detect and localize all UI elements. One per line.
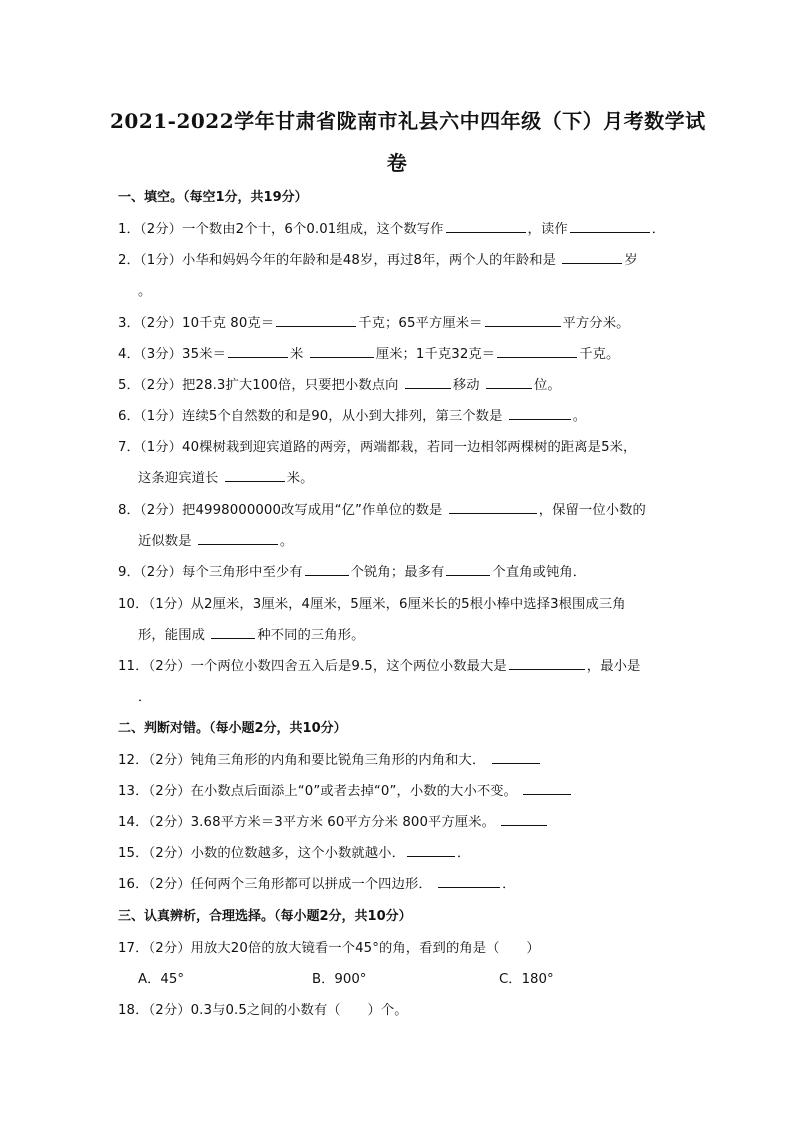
question-1: 1．（2分）一个数由2个十，6个0.01组成，这个数写作 ，读作 ． bbox=[118, 222, 666, 237]
question-4: 4．（3分）35米＝ 米 厘米；1千克32克＝ 千克。 bbox=[118, 347, 620, 362]
option-b[interactable]: B．900° bbox=[312, 972, 367, 987]
question-11: 11．（2分）一个两位小数四舍五入后是9.5，这个两位小数最大是 ，最小是 bbox=[118, 659, 641, 674]
question-2: 2．（1分）小华和妈妈今年的年龄和是48岁，再过8年，两个人的年龄和是 岁 bbox=[118, 253, 638, 268]
answer-blank[interactable] bbox=[497, 345, 577, 358]
question-17: 17．（2分）用放大20倍的放大镜看一个45°的角，看到的角是（ ） bbox=[118, 941, 540, 956]
answer-blank[interactable] bbox=[405, 376, 451, 389]
question-15: 15．（2分）小数的位数越多，这个小数就越小． ． bbox=[118, 846, 471, 861]
question-3: 3．（2分）10千克 80克＝ 千克；65平方厘米＝ 平方分米。 bbox=[118, 316, 630, 331]
answer-blank[interactable] bbox=[407, 844, 455, 857]
answer-blank[interactable] bbox=[486, 376, 532, 389]
answer-blank[interactable] bbox=[310, 345, 374, 358]
answer-blank[interactable] bbox=[225, 469, 285, 482]
question-6: 6．（1分）连续5个自然数的和是90，从小到大排列，第三个数是 。 bbox=[118, 409, 587, 424]
answer-blank[interactable] bbox=[509, 407, 571, 420]
answer-blank[interactable] bbox=[492, 751, 540, 764]
answer-blank[interactable] bbox=[523, 782, 571, 795]
option-a[interactable]: A．45° bbox=[138, 972, 184, 987]
section-multiple-choice-heading: 三、认真辨析，合理选择。（每小题2分，共10分） bbox=[118, 909, 412, 924]
question-10-continued: 形，能围成 种不同的三角形。 bbox=[138, 628, 365, 643]
question-2-continued: 。 bbox=[138, 284, 152, 299]
question-11-continued: ． bbox=[138, 690, 152, 705]
question-12: 12．（2分）钝角三角形的内角和要比锐角三角形的内角和大． bbox=[118, 749, 542, 768]
question-16: 16．（2分）任何两个三角形都可以拼成一个四边形． ． bbox=[118, 877, 516, 892]
section-fill-blank-heading: 一、填空。（每空1分，共19分） bbox=[118, 190, 308, 205]
answer-blank[interactable] bbox=[198, 532, 278, 545]
question-14: 14．（2分）3.68平方米＝3平方米 60平方分米 800平方厘米。 bbox=[118, 811, 549, 830]
answer-blank[interactable] bbox=[446, 563, 490, 576]
answer-blank[interactable] bbox=[228, 345, 288, 358]
answer-blank[interactable] bbox=[485, 314, 561, 327]
question-18: 18．（2分）0.3与0.5之间的小数有（ ）个。 bbox=[118, 1003, 408, 1018]
question-13: 13．（2分）在小数点后面添上“0”或者去掉“0”，小数的大小不变。 bbox=[118, 780, 573, 799]
answer-blank[interactable] bbox=[501, 813, 547, 826]
question-8-continued: 近似数是 。 bbox=[138, 534, 294, 549]
question-7: 7．（1分）40棵树栽到迎宾道路的两旁，两端都栽，若同一边相邻两棵树的距离是5米， bbox=[118, 440, 637, 455]
answer-blank[interactable] bbox=[446, 220, 526, 233]
page-title-continued: 卷 bbox=[386, 151, 408, 175]
answer-blank[interactable] bbox=[305, 563, 349, 576]
question-7-continued: 这条迎宾道长 米。 bbox=[138, 471, 314, 486]
answer-blank[interactable] bbox=[562, 251, 622, 264]
answer-blank[interactable] bbox=[211, 626, 255, 639]
question-9: 9．（2分）每个三角形中至少有 个锐角；最多有 个直角或钝角． bbox=[118, 565, 587, 580]
answer-blank[interactable] bbox=[509, 657, 585, 670]
answer-blank[interactable] bbox=[449, 501, 537, 514]
question-8: 8．（2分）把4998000000改写成用“亿”作单位的数是 ，保留一位小数的 bbox=[118, 503, 646, 518]
section-true-false-heading: 二、判断对错。（每小题2分，共10分） bbox=[118, 721, 347, 736]
option-c[interactable]: C．180° bbox=[499, 972, 554, 987]
answer-blank[interactable] bbox=[570, 220, 650, 233]
question-5: 5．（2分）把28.3扩大100倍，只要把小数点向 移动 位。 bbox=[118, 378, 561, 393]
answer-blank[interactable] bbox=[276, 314, 356, 327]
page-title: 2021-2022学年甘肃省陇南市礼县六中四年级（下）月考数学试 bbox=[110, 109, 706, 133]
answer-blank[interactable] bbox=[438, 875, 500, 888]
question-10: 10．（1分）从2厘米，3厘米，4厘米，5厘米，6厘米长的5根小棒中选择3根围成三角 bbox=[118, 597, 626, 612]
